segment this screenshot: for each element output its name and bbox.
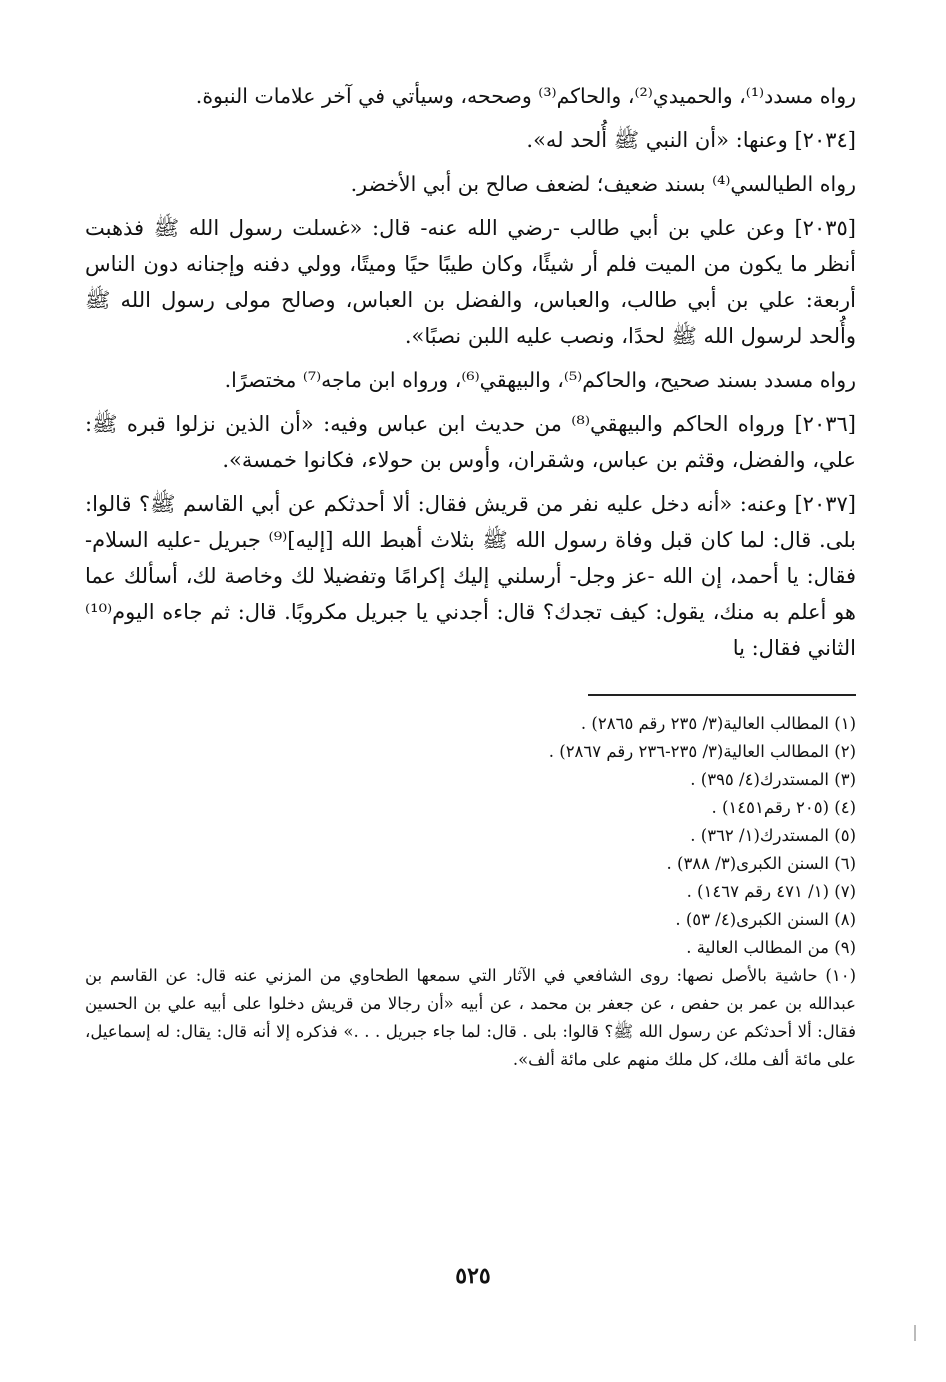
footnote-3: (٣) المستدرك(٤/ ٣٩٥) . (690, 770, 856, 789)
paragraph-source-3: رواه مسدد بسند صحيح، والحاكم⁽⁵⁾، والبيهقي⁽⁶⁾، ورواه ابن ماجه⁽⁷⁾ مختصرًا. (224, 368, 856, 392)
paragraph-2034: [٢٠٣٤] وعنها: «أن النبي ﷺ أُلحد له». (526, 128, 856, 152)
paragraph-2037: [٢٠٣٧] وعنه: «أنه دخل عليه نفر من قريش فقال: ألا أحدثكم عن أبي القاسم ﷺ؟ قالوا: بلى. قال: لما كان قبل وفاة رسول الله ﷺ بثلاث أهبط الله [إليه]⁽⁹⁾ جبريل -عليه السلام- فقال: يا أحمد، إن الله -عز وجل- أرسلني إليك إكرامًا وتفضيلا لك وخاصة لك، أسألك عما هو أعلم به منك، يقول: كيف تجدك؟ قال: أجدني يا جبريل مكروبًا. قال: ثم جاءه اليوم⁽¹⁰⁾ الثاني فقال: يا (85, 492, 856, 660)
footnote-5: (٥) المستدرك(١/ ٣٦٢) . (690, 826, 856, 845)
footnote-2: (٢) المطالب العالية(٣/ ٢٣٥-٢٣٦ رقم ٢٨٦٧) . (548, 742, 856, 761)
paragraph-source-1: رواه مسدد⁽¹⁾، والحميدي⁽²⁾، والحاكم⁽³⁾ وصححه، وسيأتي في آخر علامات النبوة. (195, 84, 856, 108)
footnote-1: (١) المطالب العالية(٣/ ٢٣٥ رقم ٢٨٦٥) . (580, 714, 856, 733)
page-number: ٥٢٥ (455, 1263, 491, 1289)
footnote-divider (588, 694, 856, 696)
paragraph-2035: [٢٠٣٥] وعن علي بن أبي طالب -رضي الله عنه- قال: «غسلت رسول الله ﷺ فذهبت أنظر ما يكون من الميت فلم أر شيئًا، وكان طيبًا حيًا وميتًا، وولي دفنه وإجنانه دون الناس أربعة: علي بن أبي طالب، والعباس، والفضل بن العباس، وصالح مولى رسول الله ﷺ وأُلحد لرسول الله ﷺ لحدًا، ونصب عليه اللبن نصبًا». (85, 216, 856, 348)
footnote-6: (٦) السنن الكبرى(٣/ ٣٨٨) . (666, 854, 856, 873)
footnote-4: (٤) (٢٠٥ رقم١٤٥١) . (711, 798, 856, 817)
footnotes (85, 710, 856, 1074)
paragraph-2036: [٢٠٣٦] ورواه الحاكم والبيهقي⁽⁸⁾ من حديث ابن عباس وفيه: «أن الذين نزلوا قبره ﷺ: علي، والفضل، وقثم بن عباس، وشقران، وأوس بن حولاء، فكانوا خمسة». (85, 412, 856, 472)
scan-mark (914, 1325, 916, 1341)
footnote-9: (٩) من المطالب العالية . (686, 938, 856, 957)
footnote-7: (٧) (١/ ٤٧١ رقم ١٤٦٧) . (686, 882, 856, 901)
paragraph-source-2: رواه الطيالسي⁽⁴⁾ بسند ضعيف؛ لضعف صالح بن أبي الأخضر. (350, 172, 856, 196)
footnote-10: (١٠) حاشية بالأصل نصها: روى الشافعي في الآثار التي سمعها الطحاوي من المزني عنه قال: عن القاسم بن عبدالله بن عمر بن حفص ، عن جعفر بن محمد ، عن أبيه «أن رجالا من قريش دخلوا على أبيه علي بن الحسين فقال: ألا أحدثكم عن رسول الله ﷺ؟ قالوا: بلى . قال: لما جاء جبريل . . .» فذكره إلا أنه قال: يقال: له إسماعيل، على مائة ألف ملك، كل ملك منهم على مائة ألف». (85, 966, 856, 1069)
footnote-8: (٨) السنن الكبرى(٤/ ٥٣) . (675, 910, 856, 929)
